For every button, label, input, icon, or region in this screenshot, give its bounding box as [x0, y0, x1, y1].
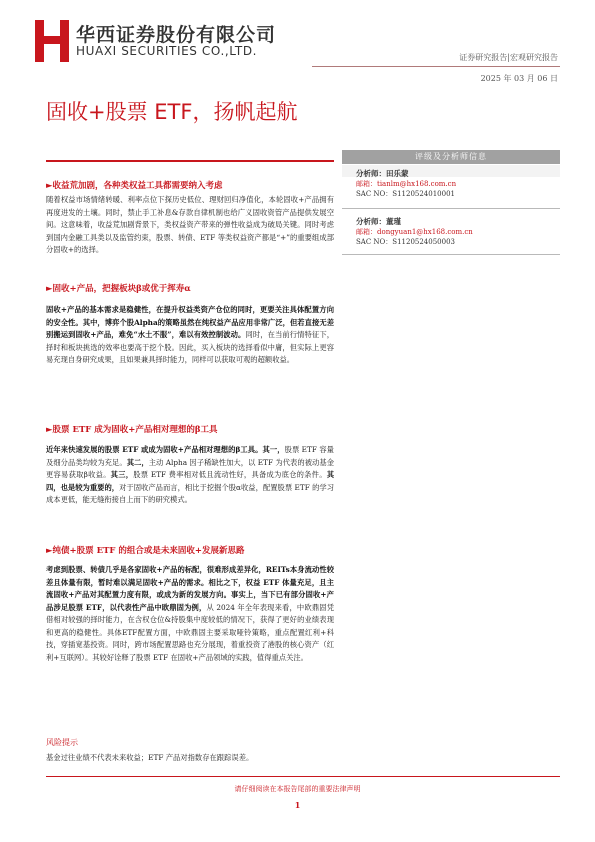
sidebar-divider-1 [342, 208, 560, 209]
section-3-text-2: 主动 Alpha 因子稀缺性加大，以 ETF 为代表的被动基金更容易获取β收益。 [46, 457, 335, 479]
analyst-2-sac: SAC NO：S1120524050003 [356, 238, 455, 246]
section-3-text-1: 股票 ETF 容量及细分品类均较为充足。 [46, 445, 334, 467]
huaxi-logo [35, 20, 69, 62]
analyst-1 [356, 169, 456, 199]
company-name-en: HUAXI SECURITIES CO.,LTD. [76, 44, 258, 58]
section-3-text-3: 股票 ETF 费率相对低且流动性好，具备成为底仓的条件。 [133, 470, 327, 479]
header-divider [312, 66, 560, 67]
section-4-text-2: 从 2024 年全年表现来看，中欧鼎固凭借相对较强的择时能力，在含权仓位&持股集中度较低的情况下，获得了更好的业绩表现和更高的稳健性。具体ETF配置方面，中欧鼎固主要采取哑铃策略，重点配置红利+科技，穿插宽基投资。同时，跨市场配置思路也充分展现，着重投资了港股的核心资产（红利+互联网）。其较好诠释了股票 ETF 在固收+产品领域的实践，值得重点关注。 [46, 602, 334, 662]
report-title: 固收+股票 ETF，扬帆起航 [46, 100, 298, 124]
section-2-bold: 固收+产品的基本需求是稳健性，在提升权益类资产仓位的同时，更要关注具体配置方向的安全性。其中，博弈个股Alpha的策略虽然在纯权益产品应用非常广泛，但若直接无差别搬运到固收+产品，难免“水土不服”，难以有效控制波动。 [46, 305, 334, 339]
section-heading-2: ►固收+产品，把握板块β或优于挥寿α [46, 284, 191, 294]
section-4-bold-1: 考虑到股票、转债几乎是各家固收+产品的标配，很难形成差异化，REITs本身流动性较差且体量有限，暂时难以满足固收+产品的需求。相比之下，权益 ETF 体量充足，且主流固收+产品对其配置力度有限，或成为新的发展方向。 [46, 565, 334, 599]
analyst-2 [356, 217, 473, 247]
section-heading-1: ►收益荒加剧，各种类权益工具都需要纳入考虑 [46, 181, 223, 191]
page-number: 1 [294, 800, 301, 810]
sidebar-divider-2 [342, 254, 560, 255]
sidebar-heading: 评级及分析师信息 [342, 150, 560, 164]
analyst-1-sac: SAC NO：S1120524010001 [356, 190, 455, 198]
risk-text: 基金过往业绩不代表未来收益；ETF 产品对指数存在跟踪误差。 [46, 753, 254, 762]
section-paragraph-2 [46, 304, 334, 367]
company-name-cn: 华西证券股份有限公司 [76, 24, 277, 46]
report-type: 证券研究报告|宏观研究报告 [459, 53, 558, 62]
section-4-bold-2: 事实上，当下已有部分固收+产品涉足股票 ETF，以代表性产品中欧鼎固为例， [46, 590, 334, 612]
section-paragraph-3 [46, 444, 334, 507]
legal-notice: 请仔细阅读在本报告尾部的重要法律声明 [234, 785, 361, 793]
analyst-1-name: 分析师：田乐蒙 [356, 169, 409, 178]
footer-divider [46, 776, 560, 777]
risk-heading: 风险提示 [46, 738, 78, 747]
section-paragraph-1: 随着权益市场情绪转暖、利率点位下探历史低位、理财回归净值化，本轮固收+产品拥有再度进发的土壤。同时，禁止手工补息&存款自律机制也给广义固收资管产品提供发展空间。这意味着，收益荒加剧背景下，类权益资产带来的弹性收益成为破局关键。同时考虑到国内金融工具类以及监管约束，股票、转债、ETF 等类权益资产都是“+”的重要组成部分固收+的选择。 [46, 195, 334, 254]
section-3-text-4: 对于固收产品而言，相比于挖掘个股α收益，配置股票 ETF 的学习成本更低，能无缝衔接自上而下的研究模式。 [46, 482, 335, 504]
section-2-text: 同时，在当前行情特征下，择时和板块挑选的效率也要高于挖个股。因此，买入板块的选择看似中庸，但实际上更容易充现自身研究成果，且如果兼具择时能力，同样可以获取可观的超额收益。 [46, 330, 335, 364]
analyst-1-email[interactable]: 邮箱：tianlm@hx168.com.cn [356, 180, 457, 188]
analyst-2-email[interactable]: 邮箱：dongyuan1@hx168.com.cn [356, 228, 473, 236]
section-3-bold-3: 其三， [110, 470, 134, 479]
section-paragraph-4 [46, 564, 334, 664]
section-heading-3: ►股票 ETF 成为固收+产品相对理想的β工具 [46, 425, 218, 435]
section-3-bold-1: 近年来快速发展的股票 ETF 或成为固收+产品相对理想的β工具。其一， [46, 445, 285, 454]
section-3-bold-2: 其二， [126, 457, 149, 467]
report-date: 2025 年 03 月 06 日 [480, 74, 558, 83]
analyst-2-name: 分析师：董瑾 [356, 217, 401, 226]
section-3-bold-4: 其四，也是较为重要的， [46, 470, 335, 492]
section-heading-4: ►纯债+股票 ETF 的组合或是未来固收+发展新思路 [46, 546, 245, 556]
content-top-divider [46, 160, 334, 162]
